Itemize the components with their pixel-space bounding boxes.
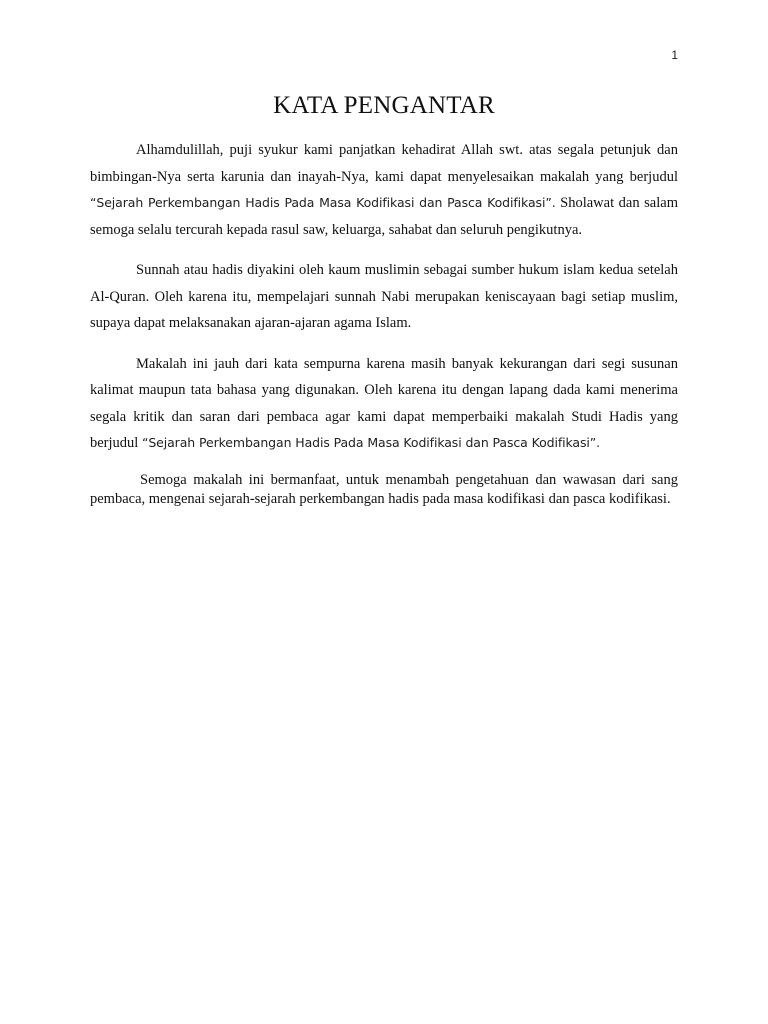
paragraph-opening-text: Alhamdulillah, puji syukur kami panjatkan kehadirat Allah swt. atas segala petunjuk dan bimbingan-Nya serta karunia dan inayah-Nya, kami dapat menyelesaikan makalah yang berjudul [90, 142, 678, 185]
paragraph-opening [90, 137, 678, 243]
paragraph-apology [90, 351, 678, 457]
paragraph-closing: Semoga makalah ini bermanfaat, untuk menambah pengetahuan dan wawasan dari sang pembaca, mengenai sejarah-sejarah perkembangan hadis pada masa kodifikasi dan pasca kodifikasi. [90, 471, 678, 507]
page-title: KATA PENGANTAR [273, 92, 495, 119]
page-number: 1 [671, 48, 678, 62]
document-body [90, 137, 678, 523]
paragraph-apology-title-quote: “Sejarah Perkembangan Hadis Pada Masa Kodifikasi dan Pasca Kodifikasi”. [141, 435, 601, 450]
paragraph-opening-title-quote: “Sejarah Perkembangan Hadis Pada Masa Kodifikasi dan Pasca Kodifikasi”. [90, 195, 556, 210]
paragraph-apology-text: Makalah ini jauh dari kata sempurna karena masih banyak kekurangan dari segi susunan kalimat maupun tata bahasa yang digunakan. Oleh karena itu dengan lapang dada kami menerima segala kritik dan saran dari pembaca agar kami dapat memperbaiki makalah Studi Hadis yang berjudul [90, 355, 678, 451]
paragraph-sunnah: Sunnah atau hadis diyakini oleh kaum muslimin sebagai sumber hukum islam kedua setelah Al-Quran. Oleh karena itu, mempelajari sunnah Nabi merupakan keniscayaan bagi setiap muslim, supaya dapat melaksanakan ajaran-ajaran agama Islam. [90, 262, 678, 331]
paragraph-opening-closing-text: Sholawat dan salam semoga selalu tercurah kepada rasul saw, keluarga, sahabat dan seluruh pengikutnya. [90, 195, 678, 238]
